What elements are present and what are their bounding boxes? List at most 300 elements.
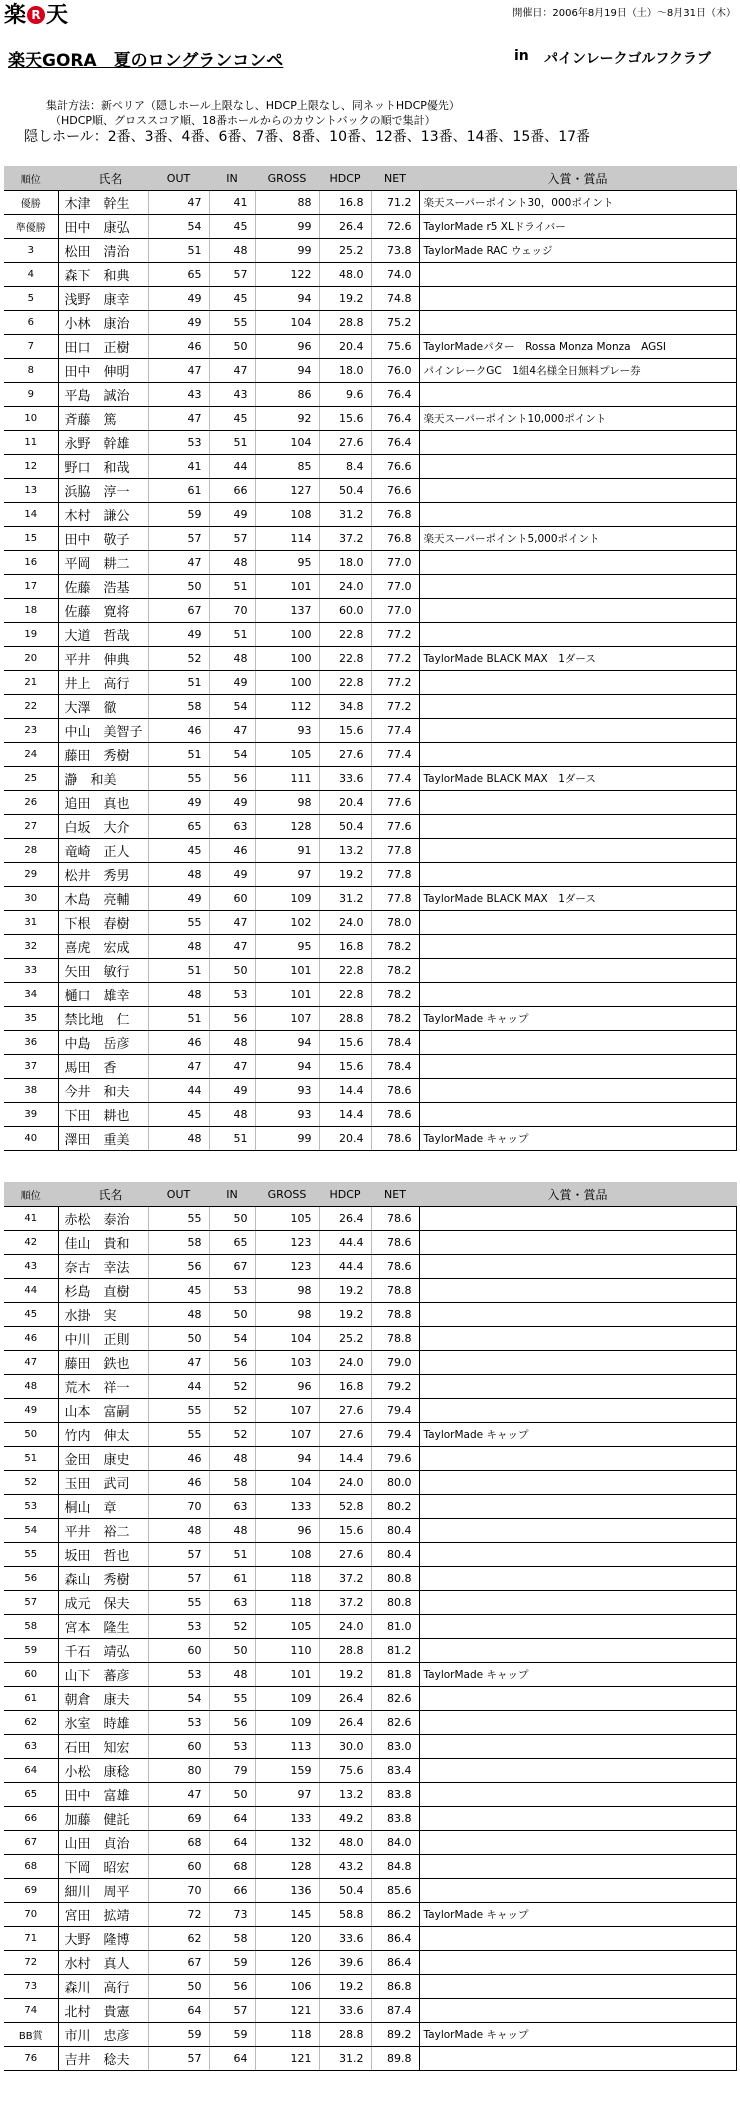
table-row bbox=[4, 2023, 736, 2047]
cell-name: 藤田 秀樹 bbox=[58, 743, 148, 767]
cell-gross: 96 bbox=[255, 1519, 319, 1543]
cell-prize bbox=[419, 287, 736, 311]
header-name: 氏名 bbox=[58, 1182, 148, 1207]
cell-name: 永野 幹雄 bbox=[58, 431, 148, 455]
method-line-1: 集計方法：新ペリア（隠しホール上限なし、HDCP上限なし、同ネットHDCP優先） bbox=[46, 99, 460, 112]
cell-net: 77.8 bbox=[371, 887, 419, 911]
cell-prize bbox=[419, 1567, 736, 1591]
rakuten-logo bbox=[4, 2, 68, 28]
table-row bbox=[4, 239, 736, 263]
cell-gross: 122 bbox=[255, 263, 319, 287]
table-row bbox=[4, 1055, 736, 1079]
cell-name: 藤田 鉄也 bbox=[58, 1351, 148, 1375]
cell-out: 60 bbox=[148, 1735, 209, 1759]
cell-out: 53 bbox=[148, 1663, 209, 1687]
table-row bbox=[4, 359, 736, 383]
cell-gross: 93 bbox=[255, 719, 319, 743]
cell-rank: 62 bbox=[4, 1711, 58, 1735]
cell-prize bbox=[419, 1303, 736, 1327]
cell-out: 58 bbox=[148, 695, 209, 719]
cell-name: 馬田 香 bbox=[58, 1055, 148, 1079]
cell-net: 78.6 bbox=[371, 1255, 419, 1279]
cell-net: 78.8 bbox=[371, 1279, 419, 1303]
cell-out: 46 bbox=[148, 1031, 209, 1055]
cell-net: 76.0 bbox=[371, 359, 419, 383]
cell-prize bbox=[419, 1375, 736, 1399]
cell-out: 47 bbox=[148, 1055, 209, 1079]
cell-net: 83.4 bbox=[371, 1759, 419, 1783]
logo-char-left: 楽 bbox=[4, 2, 27, 28]
cell-net: 79.2 bbox=[371, 1375, 419, 1399]
cell-prize: TaylorMade キャップ bbox=[419, 1423, 736, 1447]
scoring-method bbox=[24, 98, 591, 146]
cell-out: 54 bbox=[148, 1687, 209, 1711]
cell-out: 45 bbox=[148, 839, 209, 863]
cell-out: 65 bbox=[148, 815, 209, 839]
cell-prize bbox=[419, 2047, 736, 2071]
cell-rank: 32 bbox=[4, 935, 58, 959]
cell-hdcp: 43.2 bbox=[319, 1855, 371, 1879]
cell-net: 83.8 bbox=[371, 1807, 419, 1831]
cell-prize bbox=[419, 1975, 736, 1999]
cell-net: 83.8 bbox=[371, 1783, 419, 1807]
cell-net: 77.6 bbox=[371, 791, 419, 815]
cell-rank: 37 bbox=[4, 1055, 58, 1079]
cell-rank: 準優勝 bbox=[4, 215, 58, 239]
cell-net: 76.6 bbox=[371, 479, 419, 503]
cell-name: 大澤 徹 bbox=[58, 695, 148, 719]
cell-gross: 101 bbox=[255, 1663, 319, 1687]
cell-in: 60 bbox=[209, 887, 255, 911]
cell-out: 50 bbox=[148, 1975, 209, 1999]
cell-hdcp: 26.4 bbox=[319, 215, 371, 239]
competition-title: 楽天GORA 夏のロングランコンペ bbox=[8, 51, 284, 71]
cell-gross: 100 bbox=[255, 671, 319, 695]
cell-gross: 127 bbox=[255, 479, 319, 503]
cell-net: 86.4 bbox=[371, 1927, 419, 1951]
table-row bbox=[4, 863, 736, 887]
cell-in: 59 bbox=[209, 1951, 255, 1975]
cell-rank: 59 bbox=[4, 1639, 58, 1663]
cell-hdcp: 27.6 bbox=[319, 1399, 371, 1423]
cell-in: 51 bbox=[209, 1127, 255, 1151]
cell-name: 小林 康治 bbox=[58, 311, 148, 335]
header-hdcp: HDCP bbox=[319, 166, 371, 191]
cell-in: 56 bbox=[209, 1975, 255, 1999]
cell-rank: 51 bbox=[4, 1447, 58, 1471]
cell-rank: 28 bbox=[4, 839, 58, 863]
table-row bbox=[4, 1543, 736, 1567]
cell-prize bbox=[419, 575, 736, 599]
cell-prize bbox=[419, 743, 736, 767]
cell-net: 77.0 bbox=[371, 551, 419, 575]
cell-out: 48 bbox=[148, 1303, 209, 1327]
cell-name: 平井 伸典 bbox=[58, 647, 148, 671]
cell-name: 矢田 敏行 bbox=[58, 959, 148, 983]
cell-gross: 104 bbox=[255, 1327, 319, 1351]
table-row bbox=[4, 335, 736, 359]
cell-net: 76.8 bbox=[371, 503, 419, 527]
cell-rank: 53 bbox=[4, 1495, 58, 1519]
cell-name: 木島 亮輔 bbox=[58, 887, 148, 911]
cell-prize bbox=[419, 1687, 736, 1711]
cell-net: 78.4 bbox=[371, 1031, 419, 1055]
cell-name: 石田 知宏 bbox=[58, 1735, 148, 1759]
cell-in: 50 bbox=[209, 335, 255, 359]
cell-in: 55 bbox=[209, 311, 255, 335]
cell-prize: TaylorMade キャップ bbox=[419, 1903, 736, 1927]
cell-prize bbox=[419, 1639, 736, 1663]
cell-net: 77.8 bbox=[371, 839, 419, 863]
cell-prize bbox=[419, 623, 736, 647]
header-out: OUT bbox=[148, 166, 209, 191]
cell-gross: 109 bbox=[255, 1687, 319, 1711]
table-row bbox=[4, 455, 736, 479]
cell-in: 70 bbox=[209, 599, 255, 623]
table-row bbox=[4, 1127, 736, 1151]
table-row bbox=[4, 215, 736, 239]
cell-rank: 22 bbox=[4, 695, 58, 719]
table-row bbox=[4, 1855, 736, 1879]
cell-rank: 46 bbox=[4, 1327, 58, 1351]
cell-hdcp: 24.0 bbox=[319, 911, 371, 935]
cell-net: 79.0 bbox=[371, 1351, 419, 1375]
cell-net: 78.6 bbox=[371, 1231, 419, 1255]
cell-gross: 91 bbox=[255, 839, 319, 863]
cell-name: 成元 保夫 bbox=[58, 1591, 148, 1615]
cell-rank: 23 bbox=[4, 719, 58, 743]
cell-hdcp: 31.2 bbox=[319, 887, 371, 911]
cell-hdcp: 37.2 bbox=[319, 527, 371, 551]
cell-hdcp: 20.4 bbox=[319, 791, 371, 815]
cell-out: 48 bbox=[148, 863, 209, 887]
table-row bbox=[4, 959, 736, 983]
table-row bbox=[4, 1927, 736, 1951]
cell-out: 51 bbox=[148, 671, 209, 695]
cell-gross: 107 bbox=[255, 1423, 319, 1447]
cell-gross: 133 bbox=[255, 1807, 319, 1831]
cell-net: 77.2 bbox=[371, 695, 419, 719]
cell-gross: 94 bbox=[255, 1055, 319, 1079]
cell-out: 49 bbox=[148, 623, 209, 647]
cell-net: 76.4 bbox=[371, 407, 419, 431]
cell-net: 86.2 bbox=[371, 1903, 419, 1927]
cell-hdcp: 27.6 bbox=[319, 1423, 371, 1447]
cell-name: 佐藤 浩基 bbox=[58, 575, 148, 599]
cell-in: 48 bbox=[209, 1447, 255, 1471]
cell-rank: 18 bbox=[4, 599, 58, 623]
cell-rank: 11 bbox=[4, 431, 58, 455]
cell-prize: TaylorMadeパター Rossa Monza Monza AGSI bbox=[419, 335, 736, 359]
cell-rank: 26 bbox=[4, 791, 58, 815]
cell-in: 48 bbox=[209, 1103, 255, 1127]
table-row bbox=[4, 1031, 736, 1055]
table-row bbox=[4, 1567, 736, 1591]
table-row bbox=[4, 1735, 736, 1759]
cell-rank: 5 bbox=[4, 287, 58, 311]
cell-prize bbox=[419, 1447, 736, 1471]
cell-in: 57 bbox=[209, 263, 255, 287]
cell-net: 75.2 bbox=[371, 311, 419, 335]
cell-in: 48 bbox=[209, 1519, 255, 1543]
cell-gross: 103 bbox=[255, 1351, 319, 1375]
cell-rank: 24 bbox=[4, 743, 58, 767]
cell-gross: 94 bbox=[255, 1447, 319, 1471]
cell-in: 49 bbox=[209, 1079, 255, 1103]
cell-out: 45 bbox=[148, 1279, 209, 1303]
cell-in: 64 bbox=[209, 2047, 255, 2071]
cell-net: 82.6 bbox=[371, 1711, 419, 1735]
table-row bbox=[4, 767, 736, 791]
cell-gross: 123 bbox=[255, 1255, 319, 1279]
table-header-row bbox=[4, 166, 736, 191]
cell-gross: 118 bbox=[255, 1567, 319, 1591]
cell-prize bbox=[419, 1103, 736, 1127]
cell-prize bbox=[419, 839, 736, 863]
cell-name: 禁比地 仁 bbox=[58, 1007, 148, 1031]
table-row bbox=[4, 191, 736, 215]
cell-in: 79 bbox=[209, 1759, 255, 1783]
cell-name: 松田 清治 bbox=[58, 239, 148, 263]
cell-gross: 97 bbox=[255, 1783, 319, 1807]
cell-prize bbox=[419, 431, 736, 455]
cell-rank: 71 bbox=[4, 1927, 58, 1951]
cell-gross: 101 bbox=[255, 959, 319, 983]
cell-out: 52 bbox=[148, 647, 209, 671]
cell-name: 浜脇 淳一 bbox=[58, 479, 148, 503]
cell-net: 77.4 bbox=[371, 743, 419, 767]
cell-prize bbox=[419, 815, 736, 839]
table-row bbox=[4, 1975, 736, 1999]
header-in: IN bbox=[209, 1182, 255, 1207]
cell-net: 78.8 bbox=[371, 1327, 419, 1351]
cell-out: 53 bbox=[148, 431, 209, 455]
cell-rank: 66 bbox=[4, 1807, 58, 1831]
cell-prize bbox=[419, 983, 736, 1007]
cell-rank: 31 bbox=[4, 911, 58, 935]
cell-name: 今井 和夫 bbox=[58, 1079, 148, 1103]
cell-prize bbox=[419, 935, 736, 959]
cell-gross: 123 bbox=[255, 1231, 319, 1255]
cell-prize bbox=[419, 911, 736, 935]
cell-gross: 111 bbox=[255, 767, 319, 791]
cell-prize: 楽天スーパーポイント10,000ポイント bbox=[419, 407, 736, 431]
cell-rank: 27 bbox=[4, 815, 58, 839]
cell-in: 66 bbox=[209, 479, 255, 503]
cell-rank: 61 bbox=[4, 1687, 58, 1711]
cell-out: 47 bbox=[148, 1351, 209, 1375]
cell-prize bbox=[419, 719, 736, 743]
cell-name: 喜虎 宏成 bbox=[58, 935, 148, 959]
cell-hdcp: 20.4 bbox=[319, 335, 371, 359]
cell-name: 森山 秀樹 bbox=[58, 1567, 148, 1591]
cell-gross: 94 bbox=[255, 359, 319, 383]
cell-net: 81.2 bbox=[371, 1639, 419, 1663]
cell-name: 森下 和典 bbox=[58, 263, 148, 287]
cell-net: 80.8 bbox=[371, 1591, 419, 1615]
cell-in: 43 bbox=[209, 383, 255, 407]
header-rank: 順位 bbox=[4, 166, 58, 191]
cell-gross: 92 bbox=[255, 407, 319, 431]
cell-name: 大野 隆博 bbox=[58, 1927, 148, 1951]
cell-rank: 21 bbox=[4, 671, 58, 695]
cell-net: 87.4 bbox=[371, 1999, 419, 2023]
table-row bbox=[4, 1663, 736, 1687]
cell-name: 森川 高行 bbox=[58, 1975, 148, 1999]
cell-out: 49 bbox=[148, 311, 209, 335]
cell-rank: 15 bbox=[4, 527, 58, 551]
cell-out: 56 bbox=[148, 1255, 209, 1279]
cell-in: 57 bbox=[209, 527, 255, 551]
cell-out: 61 bbox=[148, 479, 209, 503]
cell-prize bbox=[419, 263, 736, 287]
cell-hdcp: 19.2 bbox=[319, 1975, 371, 1999]
cell-gross: 88 bbox=[255, 191, 319, 215]
cell-in: 51 bbox=[209, 575, 255, 599]
cell-in: 44 bbox=[209, 455, 255, 479]
cell-name: 北村 貴憲 bbox=[58, 1999, 148, 2023]
cell-rank: 50 bbox=[4, 1423, 58, 1447]
cell-in: 48 bbox=[209, 647, 255, 671]
cell-out: 54 bbox=[148, 215, 209, 239]
cell-out: 49 bbox=[148, 287, 209, 311]
table-row bbox=[4, 623, 736, 647]
cell-hdcp: 14.4 bbox=[319, 1079, 371, 1103]
cell-prize bbox=[419, 1999, 736, 2023]
cell-out: 49 bbox=[148, 791, 209, 815]
cell-net: 78.4 bbox=[371, 1055, 419, 1079]
cell-net: 86.8 bbox=[371, 1975, 419, 1999]
cell-out: 60 bbox=[148, 1639, 209, 1663]
cell-gross: 126 bbox=[255, 1951, 319, 1975]
cell-rank: 17 bbox=[4, 575, 58, 599]
cell-rank: 67 bbox=[4, 1831, 58, 1855]
cell-rank: 56 bbox=[4, 1567, 58, 1591]
cell-hdcp: 14.4 bbox=[319, 1103, 371, 1127]
cell-out: 64 bbox=[148, 1999, 209, 2023]
cell-hdcp: 27.6 bbox=[319, 431, 371, 455]
cell-rank: 47 bbox=[4, 1351, 58, 1375]
table-row bbox=[4, 311, 736, 335]
cell-net: 80.0 bbox=[371, 1471, 419, 1495]
cell-gross: 109 bbox=[255, 887, 319, 911]
cell-hdcp: 18.0 bbox=[319, 551, 371, 575]
cell-rank: 58 bbox=[4, 1615, 58, 1639]
cell-rank: 4 bbox=[4, 263, 58, 287]
cell-rank: 68 bbox=[4, 1855, 58, 1879]
cell-prize: TaylorMade BLACK MAX 1ダース bbox=[419, 767, 736, 791]
cell-net: 74.0 bbox=[371, 263, 419, 287]
cell-net: 78.0 bbox=[371, 911, 419, 935]
cell-prize bbox=[419, 551, 736, 575]
cell-prize bbox=[419, 791, 736, 815]
cell-gross: 104 bbox=[255, 311, 319, 335]
table-header-row bbox=[4, 1182, 736, 1207]
cell-rank: 29 bbox=[4, 863, 58, 887]
cell-prize bbox=[419, 1207, 736, 1231]
cell-in: 50 bbox=[209, 1639, 255, 1663]
table-row bbox=[4, 1831, 736, 1855]
cell-out: 46 bbox=[148, 1447, 209, 1471]
cell-gross: 106 bbox=[255, 1975, 319, 1999]
cell-gross: 121 bbox=[255, 2047, 319, 2071]
cell-name: 朝倉 康夫 bbox=[58, 1687, 148, 1711]
cell-name: 赤松 泰治 bbox=[58, 1207, 148, 1231]
cell-in: 56 bbox=[209, 767, 255, 791]
cell-in: 41 bbox=[209, 191, 255, 215]
cell-out: 45 bbox=[148, 1103, 209, 1127]
cell-gross: 105 bbox=[255, 1207, 319, 1231]
cell-net: 77.2 bbox=[371, 623, 419, 647]
cell-net: 84.8 bbox=[371, 1855, 419, 1879]
cell-gross: 95 bbox=[255, 551, 319, 575]
cell-in: 49 bbox=[209, 791, 255, 815]
cell-hdcp: 50.4 bbox=[319, 815, 371, 839]
cell-net: 80.4 bbox=[371, 1519, 419, 1543]
cell-hdcp: 15.6 bbox=[319, 719, 371, 743]
cell-gross: 128 bbox=[255, 1855, 319, 1879]
cell-rank: 20 bbox=[4, 647, 58, 671]
cell-prize bbox=[419, 1711, 736, 1735]
cell-name: 大道 哲哉 bbox=[58, 623, 148, 647]
cell-rank: 35 bbox=[4, 1007, 58, 1031]
table-row bbox=[4, 1255, 736, 1279]
cell-hdcp: 75.6 bbox=[319, 1759, 371, 1783]
cell-name: 中山 美智子 bbox=[58, 719, 148, 743]
cell-gross: 98 bbox=[255, 1279, 319, 1303]
cell-out: 70 bbox=[148, 1879, 209, 1903]
cell-in: 53 bbox=[209, 983, 255, 1007]
cell-out: 55 bbox=[148, 767, 209, 791]
cell-gross: 96 bbox=[255, 1375, 319, 1399]
cell-prize: TaylorMade BLACK MAX 1ダース bbox=[419, 887, 736, 911]
cell-net: 89.2 bbox=[371, 2023, 419, 2047]
cell-hdcp: 24.0 bbox=[319, 575, 371, 599]
table-row bbox=[4, 1519, 736, 1543]
cell-net: 76.4 bbox=[371, 383, 419, 407]
cell-out: 57 bbox=[148, 2047, 209, 2071]
cell-hdcp: 24.0 bbox=[319, 1471, 371, 1495]
cell-rank: 12 bbox=[4, 455, 58, 479]
cell-name: 平岡 耕二 bbox=[58, 551, 148, 575]
table-row bbox=[4, 1007, 736, 1031]
cell-rank: 3 bbox=[4, 239, 58, 263]
cell-rank: 45 bbox=[4, 1303, 58, 1327]
header-out: OUT bbox=[148, 1182, 209, 1207]
cell-out: 51 bbox=[148, 239, 209, 263]
cell-name: 田中 康弘 bbox=[58, 215, 148, 239]
cell-in: 54 bbox=[209, 743, 255, 767]
cell-hdcp: 28.8 bbox=[319, 311, 371, 335]
cell-net: 86.4 bbox=[371, 1951, 419, 1975]
cell-net: 89.8 bbox=[371, 2047, 419, 2071]
cell-out: 46 bbox=[148, 719, 209, 743]
cell-out: 80 bbox=[148, 1759, 209, 1783]
table-row bbox=[4, 1303, 736, 1327]
cell-out: 67 bbox=[148, 1951, 209, 1975]
cell-name: 竹内 伸太 bbox=[58, 1423, 148, 1447]
cell-rank: 64 bbox=[4, 1759, 58, 1783]
cell-in: 65 bbox=[209, 1231, 255, 1255]
table-row bbox=[4, 599, 736, 623]
cell-hdcp: 37.2 bbox=[319, 1567, 371, 1591]
cell-out: 51 bbox=[148, 959, 209, 983]
cell-name: 加藤 健託 bbox=[58, 1807, 148, 1831]
cell-in: 48 bbox=[209, 239, 255, 263]
cell-out: 44 bbox=[148, 1375, 209, 1399]
cell-out: 72 bbox=[148, 1903, 209, 1927]
cell-gross: 96 bbox=[255, 335, 319, 359]
